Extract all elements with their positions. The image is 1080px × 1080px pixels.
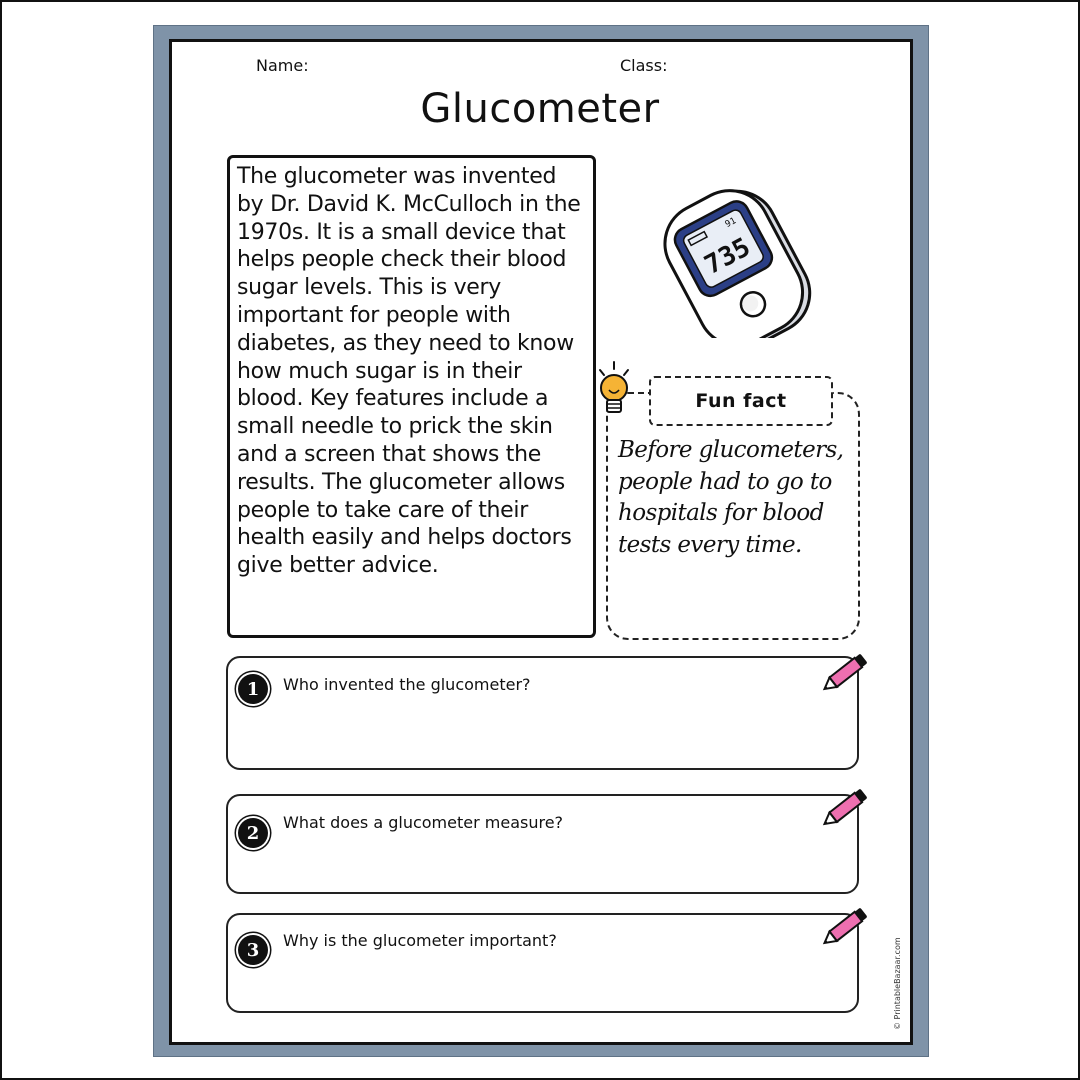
reading-passage: The glucometer was invented by Dr. David K. McCulloch in the 1970s. It is a small device that helps people check their blood sugar levels. This is very important for people with diabetes, as they need to know how much sugar is in their blood. Key features include a small needle to prick the skin and a screen that shows the results. The glucometer allows people to take care of their health easily and helps doctors give better advice. bbox=[227, 155, 596, 638]
device-screen-reading: 735 bbox=[699, 232, 756, 281]
glucometer-illustration bbox=[660, 178, 825, 338]
page-title: Glucometer bbox=[420, 86, 660, 132]
name-label: Name: bbox=[256, 56, 309, 75]
question-number-1: 1 bbox=[238, 674, 268, 704]
fun-fact-title: Fun fact bbox=[649, 376, 833, 426]
pencil-icon bbox=[818, 650, 872, 696]
answer-box-3[interactable] bbox=[226, 913, 859, 1013]
device-screen-small: 91 bbox=[723, 216, 739, 231]
answer-box-2[interactable] bbox=[226, 794, 859, 894]
pencil-icon bbox=[818, 904, 872, 950]
answer-box-1[interactable] bbox=[226, 656, 859, 770]
credit-text: © PrintableBazaar.com bbox=[893, 937, 902, 1030]
question-text-2: What does a glucometer measure? bbox=[283, 813, 564, 832]
question-text-1: Who invented the glucometer? bbox=[283, 675, 531, 694]
question-text-3: Why is the glucometer important? bbox=[283, 931, 557, 950]
lightbulb-icon bbox=[592, 360, 640, 422]
pencil-icon bbox=[818, 785, 872, 831]
fun-fact-text: Before glucometers, people had to go to hospitals for blood tests every time. bbox=[618, 437, 844, 558]
question-number-3: 3 bbox=[238, 935, 268, 965]
question-number-2: 2 bbox=[238, 818, 268, 848]
class-label: Class: bbox=[620, 56, 668, 75]
